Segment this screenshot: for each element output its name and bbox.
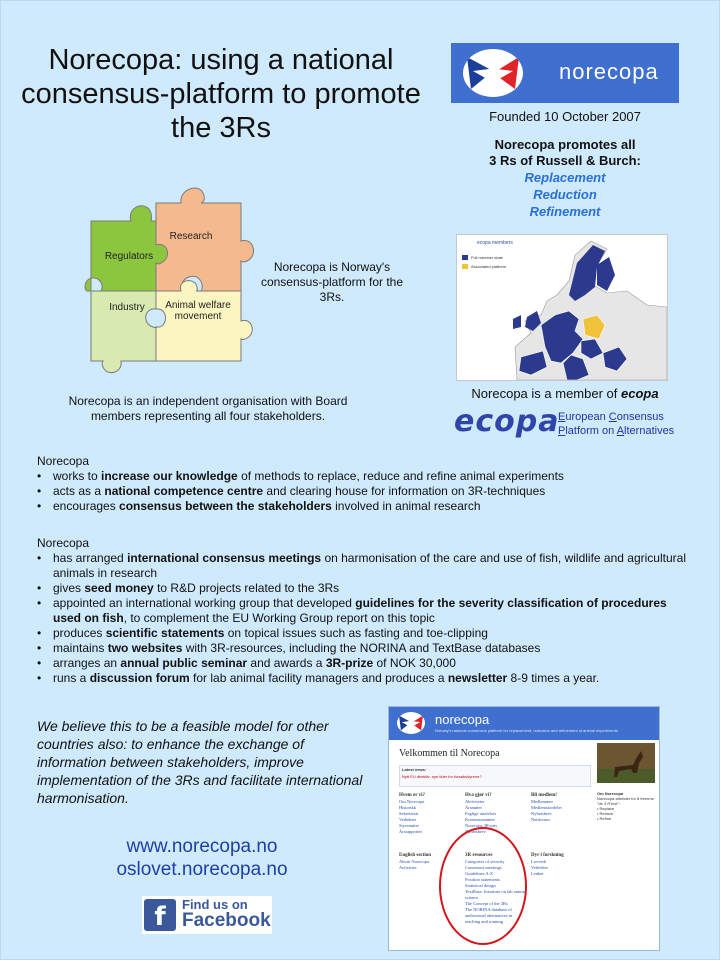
map-legend-full: Full member state — [471, 255, 504, 260]
website-col-members: Bli medlem! Medlemmer Medlemsfordeler Nyhetsbrev Nettforum — [531, 793, 562, 822]
website-header — [389, 707, 659, 740]
mission-bullet: • works to increase our knowledge of methods to replace, reduce and refine animal experiments — [37, 469, 687, 484]
member-prefix: Norecopa is a member of — [471, 386, 621, 401]
member-name: ecopa — [621, 386, 659, 401]
mission-bullet: • encourages consensus between the stakeholders involved in animal research — [37, 499, 687, 514]
activity-bullet: • has arranged international consensus meetings on harmonisation of the care and use of fish, wildlife and agricultural animals in research — [37, 551, 687, 581]
ecopa-member-text — [451, 386, 679, 401]
r-replacement: Replacement — [524, 170, 606, 185]
activities-section — [37, 536, 687, 686]
puzzle-label-industry: Industry — [109, 302, 145, 313]
promotes-line-2: 3 Rs of Russell & Burch: — [489, 153, 641, 168]
ecopa-logo: ecopa — [454, 404, 560, 439]
puzzle-label-research: Research — [169, 231, 213, 242]
star-emblem-icon — [397, 712, 425, 734]
website-col-activities: Hva gjør vi? Aktiviteter Årsmøter Faglige uttalelser Konsensusmøter Norecopa 3R-pris Nyhetsbrev — [465, 793, 498, 834]
three-rs-list — [451, 169, 679, 220]
r-refinement: Refinement — [529, 204, 601, 219]
activity-bullet: • runs a discussion forum for lab animal facility managers and produces a newsletter 8-9 times a year. — [37, 671, 687, 686]
founded-date: Founded 10 October 2007 — [489, 109, 641, 124]
highlight-ellipse — [439, 827, 527, 945]
consensus-platform-text: Norecopa is Norway's consensus-platform for the 3Rs. — [260, 260, 404, 304]
website-screenshot — [388, 706, 660, 951]
facebook-icon: f — [144, 899, 176, 931]
map-heading: ecopa members — [477, 240, 513, 246]
believe-statement: We believe this to be a feasible model for other countries also: to enhance the exchange of information between stakeholders, improve implementation of the 3Rs and facilitate international harmonisation. — [37, 718, 363, 806]
website-urls — [37, 835, 367, 881]
facebook-name-text: Facebook — [182, 910, 271, 931]
puzzle-piece-regulators — [85, 206, 168, 291]
mission-heading: Norecopa — [37, 454, 90, 468]
activity-bullet: • produces scientific statements on topical issues such as fasting and toe-clipping — [37, 626, 687, 641]
activity-bullet: • appointed an international working group that developed guidelines for the severity classification of procedures used on fish, to complement the EU Working Group report on this topic — [37, 596, 687, 626]
activity-bullet: • gives seed money to R&D projects related to the 3Rs — [37, 581, 687, 596]
website-col-english: English section About Norecopa Activities — [399, 853, 432, 870]
activities-heading: Norecopa — [37, 536, 90, 550]
url-norecopa[interactable]: www.norecopa.no — [126, 836, 278, 857]
website-latest-news: Latest news: Nytt EU direktiv: nye tider for forsøksdyrene? — [399, 765, 591, 787]
puzzle-label-welfare: Animal welfare movement — [165, 300, 231, 322]
independent-org-text: Norecopa is an independent organisation with Board members representing all four stakeholders. — [68, 394, 348, 423]
promotes-heading — [451, 137, 679, 169]
website-welcome: Velkommen til Norecopa — [399, 748, 500, 759]
norecopa-logo — [451, 43, 679, 103]
facebook-badge[interactable] — [142, 896, 272, 934]
mission-bullet: • acts as a national competence centre and clearing house for information on 3R-techniques — [37, 484, 687, 499]
ecopa-full-name — [558, 410, 674, 438]
logo-text: norecopa — [559, 59, 659, 84]
promotes-line-1: Norecopa promotes all — [494, 137, 636, 152]
activity-bullet: • arranges an annual public seminar and awards a 3R-prize of NOK 30,000 — [37, 656, 687, 671]
star-emblem-icon — [463, 49, 523, 97]
ecopa-members-map — [456, 234, 668, 381]
deer-photo — [597, 743, 655, 783]
stakeholder-puzzle — [61, 181, 261, 381]
mission-section — [37, 454, 687, 514]
poster-title: Norecopa: using a national consensus-platform to promote the 3Rs — [21, 44, 421, 144]
r-reduction: Reduction — [533, 187, 597, 202]
website-col-animals: Dyr i forskning Lovverk Veiledere Lenker — [531, 853, 564, 876]
url-oslovet[interactable]: oslovet.norecopa.no — [116, 859, 288, 880]
website-name: norecopa — [435, 712, 490, 727]
facebook-find-text: Find us on — [182, 897, 248, 912]
ecopa-line-2: Platform on Alternatives — [558, 425, 675, 437]
website-tagline: Norway's national consensus platform for replacement, reduction and refinement of animal experiments — [435, 728, 618, 733]
map-legend-associated: Associated platform — [471, 264, 507, 269]
puzzle-label-regulators: Regulators — [104, 251, 154, 262]
activity-bullet: • maintains two websites with 3R-resources, including the NORINA and TextBase databases — [37, 641, 687, 656]
website-sidebar: Om Norecopa Norecopa arbeider for å fremme "de 3 R'ene": • Replace • Reduce • Refine — [597, 791, 654, 821]
ecopa-line-1: European Consensus — [558, 411, 664, 423]
website-col-resources: 3R resources Categories of severity Consensus meetings Guidelines A-Z Position statements Statistical design TextBase: literature on lab animal science The Concept of the 3Rs The NORINA database of audiovisual alternatives in teaching and training — [465, 853, 526, 924]
website-col-about: Hvem er vi? Om Norecopa Historikk Sekretariat Vedtekter Styremøter Årsrapporter — [399, 793, 426, 834]
